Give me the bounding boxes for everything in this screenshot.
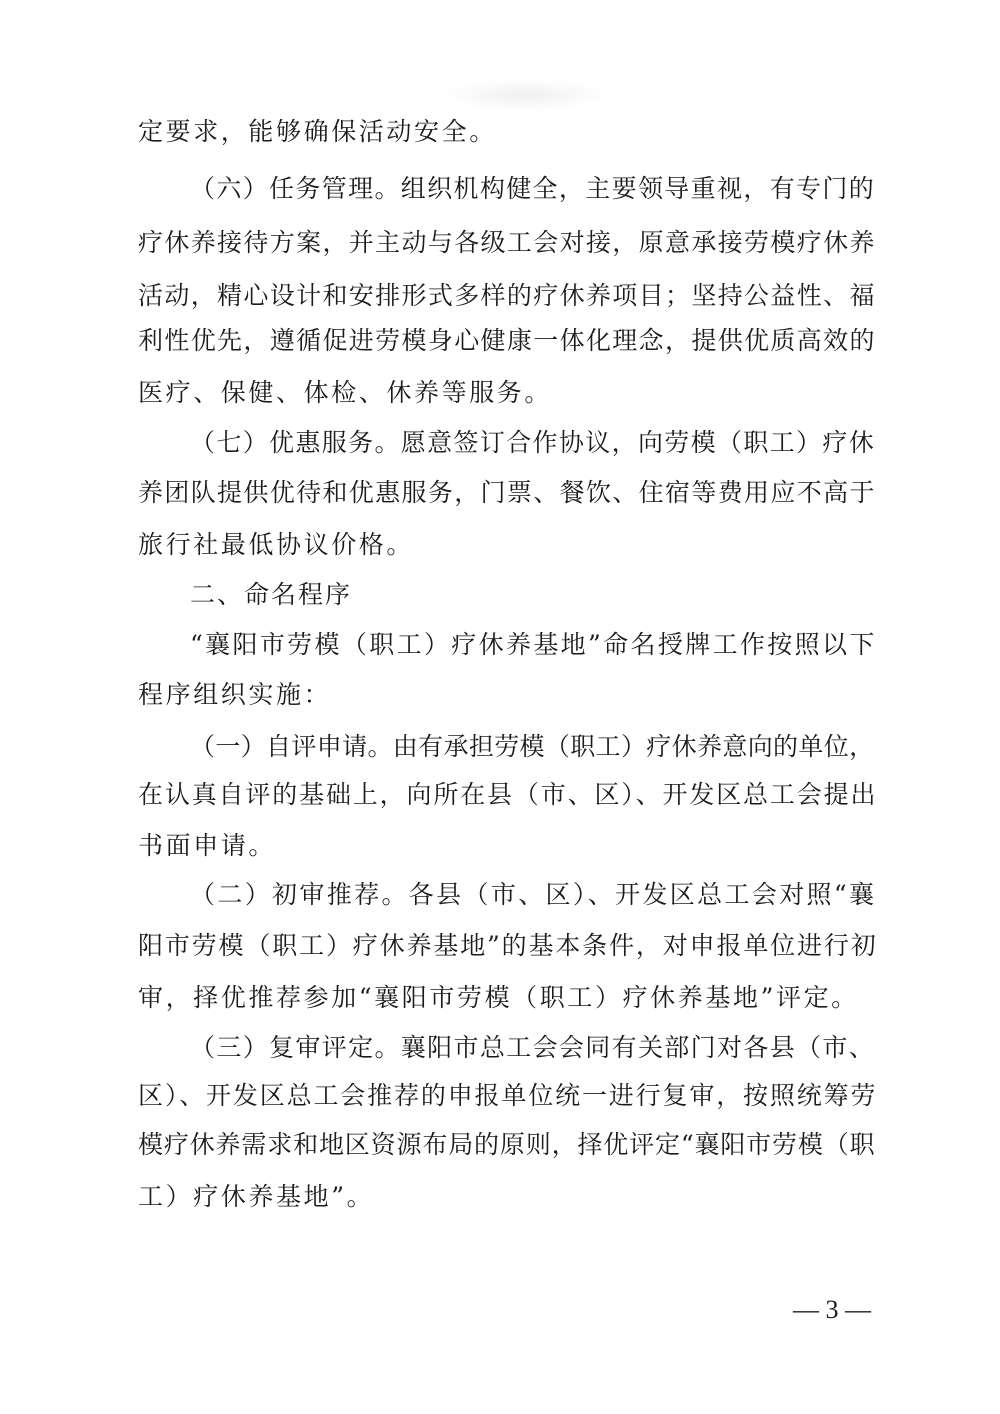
page-number: — 3 —	[793, 1295, 871, 1324]
body-line: 定要求，能够确保活动安全。	[138, 117, 497, 146]
body-line: 利性优先，遵循促进劳模身心健康一体化理念，提供优质高效的	[138, 326, 876, 355]
body-line: （一）自评申请。由有承担劳模（职工）疗休养意向的单位，	[190, 732, 875, 761]
body-line: 阳市劳模（职工）疗休养基地”的基本条件，对申报单位进行初	[138, 931, 878, 960]
body-line: 医疗、保健、体检、休养等服务。	[138, 378, 553, 407]
scan-smudge	[440, 78, 610, 112]
body-line: 书面申请。	[138, 831, 277, 860]
body-line: 活动，精心设计和安排形式多样的疗休养项目；坚持公益性、福	[138, 281, 876, 310]
body-line: 程序组织实施：	[138, 680, 332, 709]
body-line: 在认真自评的基础上，向所在县（市、区）、开发区总工会提出	[138, 780, 878, 809]
body-line: 旅行社最低协议价格。	[138, 530, 415, 559]
body-line: 养团队提供优待和优惠服务，门票、餐饮、住宿等费用应不高于	[138, 478, 876, 507]
body-line: （六）任务管理。组织机构健全，主要领导重视，有专门的	[190, 174, 876, 203]
body-line: 工）疗休养基地”。	[138, 1182, 375, 1211]
body-line: 模疗休养需求和地区资源布局的原则，择优评定“襄阳市劳模（职	[138, 1130, 876, 1159]
body-line: 审，择优推荐参加“襄阳市劳模（职工）疗休养基地”评定。	[138, 983, 859, 1012]
body-line: （七）优惠服务。愿意签订合作协议，向劳模（职工）疗休	[190, 428, 876, 457]
body-line: （三）复审评定。襄阳市总工会会同有关部门对各县（市、	[190, 1033, 876, 1062]
section-heading: 二、命名程序	[190, 580, 353, 609]
body-line: “襄阳市劳模（职工）疗休养基地”命名授牌工作按照以下	[190, 630, 877, 659]
body-line: （二）初审推荐。各县（市、区）、开发区总工会对照“襄	[190, 880, 877, 909]
body-line: 疗休养接待方案，并主动与各级工会对接，原意承接劳模疗休养	[138, 228, 876, 257]
body-line: 区）、开发区总工会推荐的申报单位统一进行复审，按照统筹劳	[138, 1081, 878, 1110]
